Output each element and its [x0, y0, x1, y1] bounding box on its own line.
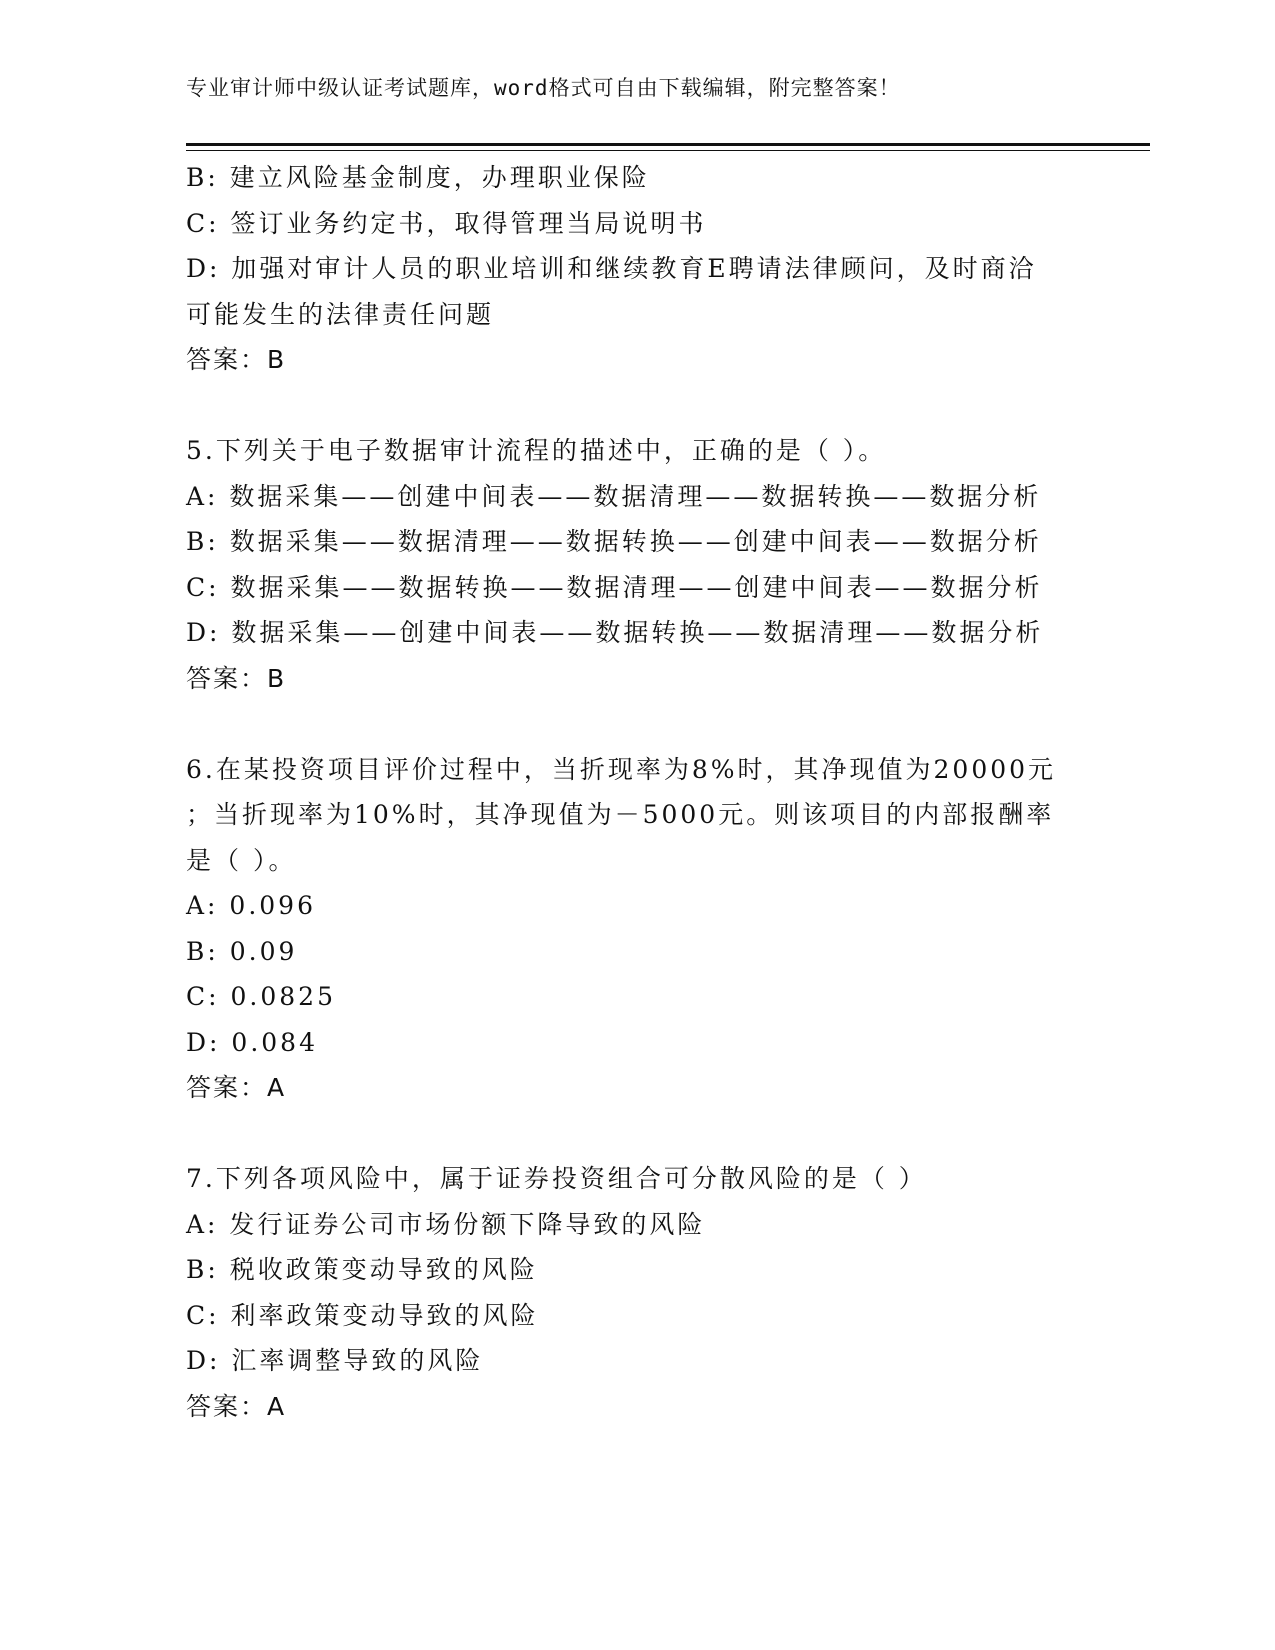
spacer: [186, 701, 1066, 747]
question-stem: 5.下列关于电子数据审计流程的描述中，正确的是（ ）。: [186, 436, 887, 465]
header-rule-thick: [186, 143, 1150, 146]
option-a: A: 发行证券公司市场份额下降导致的风险: [186, 1209, 706, 1239]
option-b: B: 建立风险基金制度，办理职业保险: [186, 163, 650, 192]
option-b: B: 税收政策变动导致的风险: [186, 1255, 538, 1284]
option-b: B: 0.09: [186, 936, 298, 966]
answer: 答案：A: [186, 1391, 287, 1421]
answer: 答案：A: [186, 1073, 287, 1102]
question-stem: 7.下列各项风险中，属于证券投资组合可分散风险的是（ ）: [186, 1164, 927, 1193]
header-rule-thin: [186, 150, 1150, 151]
question-stem-line-3: 是（ ）。: [186, 845, 297, 875]
option-d: D: 汇率调整导致的风险: [186, 1346, 484, 1375]
question-6: [186, 747, 1066, 1111]
option-d: D: 加强对审计人员的职业培训和继续教育E聘请法律顾问，及时商洽: [186, 254, 1037, 283]
answer: 答案：B: [186, 663, 287, 693]
answer: 答案：B: [186, 345, 287, 374]
option-a: A: 数据采集——创建中间表——数据清理——数据转换——数据分析: [186, 481, 1042, 511]
option-d: D: 数据采集——创建中间表——数据转换——数据清理——数据分析: [186, 618, 1044, 647]
option-a: A: 0.096: [186, 891, 316, 920]
page-header: 专业审计师中级认证考试题库，word格式可自由下载编辑，附完整答案！: [186, 76, 901, 100]
option-c: C: 利率政策变动导致的风险: [186, 1300, 539, 1330]
option-c: C: 0.0825: [186, 982, 336, 1011]
question-7: [186, 1156, 1066, 1429]
question-stem-line-2: ；当折现率为10%时，其净现值为－5000元。则该项目的内部报酬率: [186, 800, 1055, 829]
option-b: B: 数据采集——数据清理——数据转换——创建中间表——数据分析: [186, 527, 1042, 556]
question-stem-line-1: 6.在某投资项目评价过程中，当折现率为8%时，其净现值为20000元: [186, 754, 1057, 784]
question-5: [186, 428, 1066, 701]
option-c: C: 签订业务约定书，取得管理当局说明书: [186, 208, 707, 238]
spacer: [186, 1111, 1066, 1157]
option-d-continuation: 可能发生的法律责任问题: [186, 299, 495, 329]
spacer: [186, 383, 1066, 429]
question-4: [186, 155, 1066, 383]
option-c: C: 数据采集——数据转换——数据清理——创建中间表——数据分析: [186, 572, 1043, 602]
question-content: [186, 155, 1066, 1429]
option-d: D: 0.084: [186, 1027, 318, 1057]
